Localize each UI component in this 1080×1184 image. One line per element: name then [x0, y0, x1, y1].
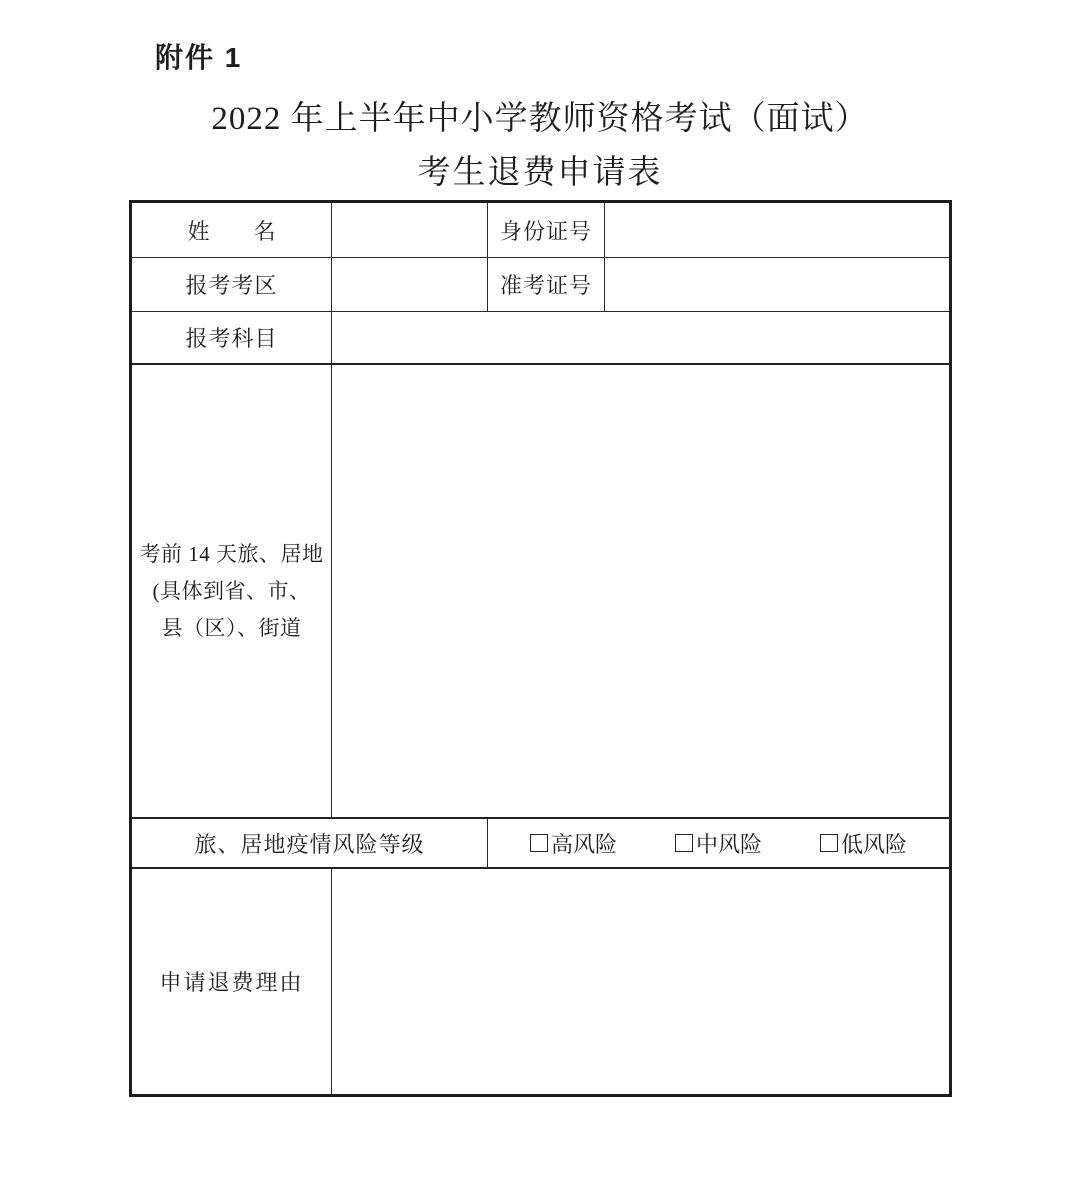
table-row-risk-level [132, 819, 949, 869]
exam-area-label: 报考考区 [132, 258, 332, 311]
id-number-input-cell[interactable] [605, 203, 949, 257]
refund-application-table [129, 200, 952, 1097]
table-row-exam-area [132, 258, 949, 312]
name-label: 姓 名 [132, 203, 332, 257]
risk-option-low[interactable] [820, 828, 907, 859]
low-risk-label: 低风险 [840, 831, 907, 857]
admission-ticket-label: 准考证号 [488, 258, 605, 311]
name-input-cell[interactable] [332, 203, 488, 257]
travel-history-label [132, 365, 332, 817]
exam-subject-label: 报考科目 [132, 312, 332, 363]
refund-reason-input-cell[interactable] [332, 869, 949, 1094]
medium-risk-checkbox-icon[interactable] [675, 834, 693, 852]
travel-history-label-line2: (具体到省、市、 [152, 578, 311, 603]
travel-history-label-line3: 县（区）、街道 [161, 615, 302, 640]
high-risk-checkbox-icon[interactable] [530, 834, 548, 852]
table-row-refund-reason [132, 869, 949, 1094]
exam-subject-input-cell[interactable] [332, 312, 949, 363]
table-row-name [132, 203, 949, 258]
table-row-travel-history [132, 365, 949, 819]
admission-ticket-input-cell[interactable] [605, 258, 949, 311]
risk-option-high[interactable] [530, 828, 617, 859]
travel-history-label-line1: 考前 14 天旅、居地 [139, 541, 324, 566]
risk-option-medium[interactable] [675, 828, 762, 859]
exam-area-input-cell[interactable] [332, 258, 488, 311]
travel-history-input-cell[interactable] [332, 365, 949, 817]
medium-risk-label: 中风险 [695, 831, 762, 857]
id-number-label: 身份证号 [488, 203, 605, 257]
high-risk-label: 高风险 [551, 831, 618, 857]
risk-options-cell [488, 819, 949, 867]
table-row-exam-subject [132, 312, 949, 365]
risk-level-label: 旅、居地疫情风险等级 [132, 819, 488, 867]
refund-reason-label: 申请退费理由 [132, 869, 332, 1094]
attachment-label: 附件 1 [155, 42, 243, 73]
document-title-line2: 考生退费申请表 [417, 155, 663, 191]
document-title-line1: 2022 年上半年中小学教师资格考试（面试） [211, 101, 869, 137]
low-risk-checkbox-icon[interactable] [820, 834, 838, 852]
